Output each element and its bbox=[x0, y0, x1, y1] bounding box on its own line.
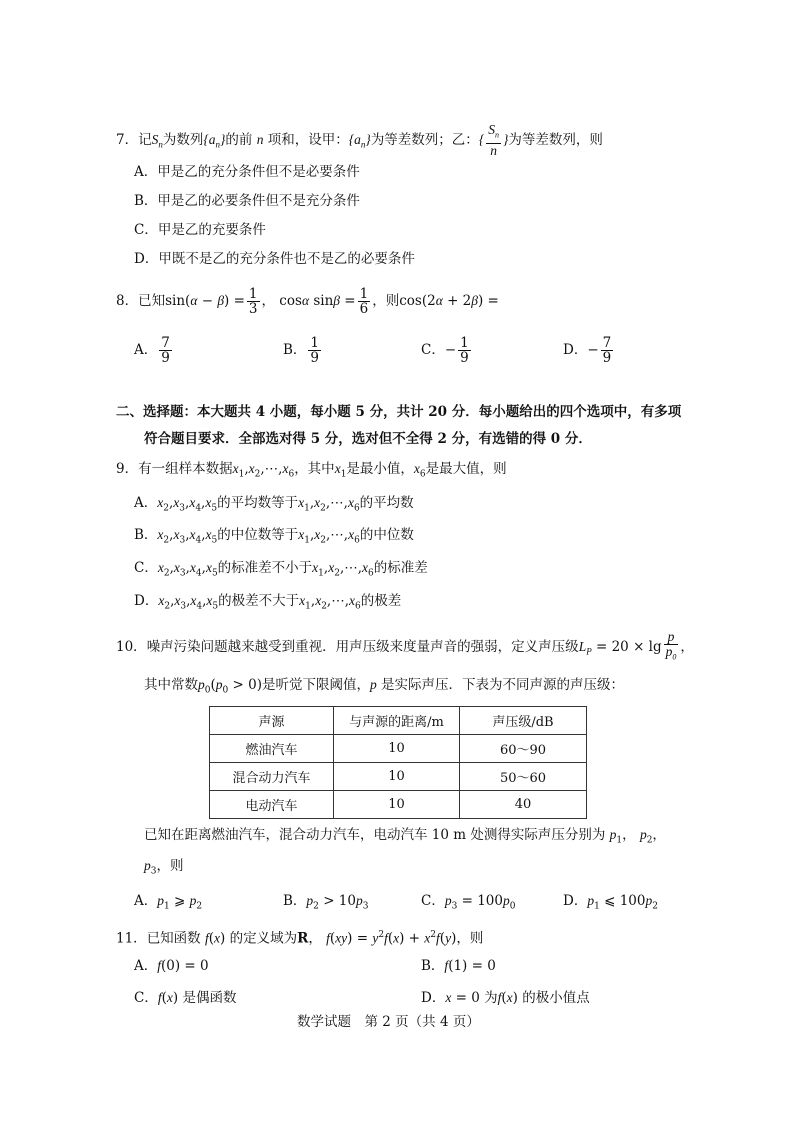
section2-heading-line2: 符合题目要求．全部选对得 5 分，选对但不全得 2 分，有选错的得 0 分． bbox=[144, 431, 592, 447]
table-cell: 10 bbox=[334, 735, 460, 763]
page-footer: 数学试题 第 2 页（共 4 页） bbox=[297, 1014, 480, 1030]
q9-option-a: A．$x_2,x_3,x_4,x_5$的平均数等于$x_1,x_2,\cdots,x_6$的平均数 bbox=[134, 495, 414, 514]
q10-stem-line2: 其中常数$p_0(p_0 > 0)$是听觉下限阈值，p 是实际声压．下表为不同声源的声压级： bbox=[144, 677, 625, 696]
q10-option-d: D．$p_1$ ⩽ $100p_2$ bbox=[563, 893, 658, 912]
q7-stem: 7．记$S_n$为数列$\{a_n\}$的前 n 项和，设甲：$\{a_n\}$为等差数列；乙：{ $\frac{S_n}{n}$ }为等差数列，则 bbox=[116, 122, 603, 158]
q10-after-line1: 已知在距离燃油汽车，混合动力汽车，电动汽车 10 m 处测得实际声压分别为 $p_1$， $p_2$， bbox=[144, 827, 666, 846]
table-row bbox=[210, 735, 587, 763]
table-cell: 燃油汽车 bbox=[210, 735, 334, 763]
q10-stem: 10．噪声污染问题越来越受到重视．用声压级来度量声音的强弱，定义声压级$L_P = 20 \times \lg$ $\frac{p}{p_0}$ ， bbox=[116, 629, 694, 662]
q8-option-b: B． $\frac{1}{9}$ bbox=[283, 335, 320, 366]
table-header-cell: 声压级/dB bbox=[460, 707, 587, 735]
q9-stem: 9．有一组样本数据$x_1,x_2,\cdots,x_6$，其中$x_1$是最小值，$x_6$是最大值，则 bbox=[116, 461, 507, 480]
table-cell: 60～90 bbox=[460, 735, 587, 763]
q11-option-b: B．f(1) = 0 bbox=[421, 958, 496, 974]
q10-option-b: B．$p_2 > 10p_3$ bbox=[283, 893, 369, 912]
q11-stem: 11．已知函数 f(x) 的定义域为R， $f(xy) = y^2f(x) + x^2f(y)$，则 bbox=[116, 930, 484, 947]
table-header-cell: 与声源的距离/m bbox=[334, 707, 460, 735]
q8-stem: 8．已知sin(α − β) = $\frac{1}{3}$ ， cosα sinβ = $\frac{1}{6}$ ，则cos(2α + 2β) = bbox=[116, 286, 499, 317]
q11-option-a: A．f(0) = 0 bbox=[134, 958, 209, 974]
q9-option-d: D．$x_2,x_3,x_4,x_5$的极差不大于$x_1,x_2,\cdots,x_6$的极差 bbox=[134, 593, 402, 612]
sound-level-table bbox=[209, 706, 587, 819]
q8-option-c: C．− $\frac{1}{9}$ bbox=[421, 335, 469, 366]
table-cell: 50～60 bbox=[460, 763, 587, 791]
q8-option-a: A． $\frac{7}{9}$ bbox=[134, 335, 170, 366]
section2-heading-line1: 二、选择题：本大题共 4 小题，每小题 5 分，共计 20 分．每小题给出的四个选项中，有多项 bbox=[116, 404, 682, 420]
table-cell: 混合动力汽车 bbox=[210, 763, 334, 791]
q11-option-d: D．x = 0 为f(x) 的极小值点 bbox=[421, 990, 590, 1006]
table-cell: 10 bbox=[334, 763, 460, 791]
q10-option-a: A．$p_1$ ⩾ $p_2$ bbox=[134, 893, 203, 912]
q7-option-d: D．甲既不是乙的充分条件也不是乙的必要条件 bbox=[134, 251, 415, 267]
q7-option-a: A．甲是乙的充分条件但不是必要条件 bbox=[134, 164, 360, 180]
q11-option-c: C．f(x) 是偶函数 bbox=[134, 990, 237, 1006]
q10-option-c: C．$p_3 = 100p_0$ bbox=[421, 893, 516, 912]
q8-option-d: D．− $\frac{7}{9}$ bbox=[563, 335, 612, 366]
table-header-cell: 声源 bbox=[210, 707, 334, 735]
table-cell: 40 bbox=[460, 791, 587, 819]
table-row bbox=[210, 763, 587, 791]
q9-option-b: B．$x_2,x_3,x_4,x_5$的中位数等于$x_1,x_2,\cdots,x_6$的中位数 bbox=[134, 527, 414, 546]
q7-option-b: B．甲是乙的必要条件但不是充分条件 bbox=[134, 193, 360, 209]
table-row bbox=[210, 791, 587, 819]
q7-option-c: C．甲是乙的充要条件 bbox=[134, 222, 266, 238]
table-header-row bbox=[210, 707, 587, 735]
table-cell: 10 bbox=[334, 791, 460, 819]
q10-after-line2: $p_3$，则 bbox=[144, 858, 184, 877]
table-cell: 电动汽车 bbox=[210, 791, 334, 819]
q9-option-c: C．$x_2,x_3,x_4,x_5$的标准差不小于$x_1,x_2,\cdots,x_6$的标准差 bbox=[134, 560, 428, 579]
